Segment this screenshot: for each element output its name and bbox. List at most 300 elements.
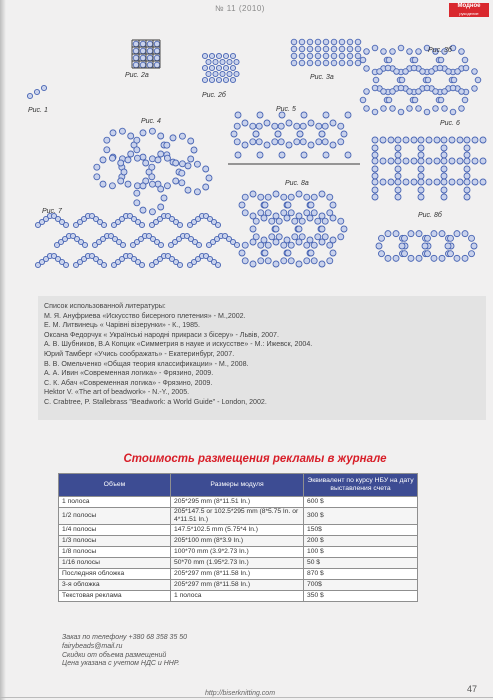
bead bbox=[316, 139, 322, 145]
bead bbox=[296, 191, 302, 197]
bead bbox=[431, 255, 437, 261]
bead bbox=[434, 179, 440, 185]
issue-number: № 11 (2010) bbox=[215, 4, 265, 13]
fig6-label: Рис. 6 bbox=[440, 120, 460, 127]
bead bbox=[257, 112, 263, 118]
bead bbox=[411, 158, 417, 164]
bead bbox=[472, 86, 478, 92]
bead bbox=[454, 231, 460, 237]
bead bbox=[308, 250, 314, 256]
bead bbox=[223, 65, 228, 70]
contact-email[interactable]: fairybeads@mail.ru bbox=[62, 642, 123, 650]
bead bbox=[472, 69, 478, 75]
bead bbox=[327, 194, 333, 200]
bead bbox=[315, 218, 321, 224]
bead bbox=[464, 166, 470, 172]
bead bbox=[472, 158, 478, 164]
table-row bbox=[59, 497, 418, 508]
cell-size: 205*297 mm (8*11.58 In.) bbox=[171, 580, 304, 591]
bead bbox=[140, 41, 146, 47]
bead bbox=[291, 60, 297, 66]
bead bbox=[296, 261, 302, 267]
bead bbox=[301, 112, 307, 118]
bead bbox=[426, 158, 432, 164]
bead bbox=[128, 151, 134, 157]
bead bbox=[304, 194, 310, 200]
bead bbox=[158, 242, 163, 247]
bead bbox=[253, 131, 259, 137]
bead bbox=[250, 239, 256, 245]
bead bbox=[442, 89, 448, 95]
bead bbox=[459, 89, 465, 95]
bead bbox=[234, 71, 239, 76]
bead bbox=[134, 183, 140, 189]
bead bbox=[429, 69, 435, 75]
bibliography-item: Hektor V. «The art of beadwork» - N.-Y., 2005. bbox=[44, 388, 190, 397]
bead bbox=[220, 59, 225, 64]
bead bbox=[437, 65, 443, 71]
bead bbox=[264, 120, 270, 126]
bead bbox=[231, 131, 237, 137]
bead bbox=[338, 139, 344, 145]
cell-size: 147.5*102.5 mm (5.75*4 In.) bbox=[171, 525, 304, 536]
bead bbox=[119, 128, 125, 134]
bead bbox=[459, 49, 465, 55]
bead bbox=[401, 251, 407, 257]
cell-volume: 1/3 полосы bbox=[59, 536, 171, 547]
bead bbox=[250, 261, 256, 267]
bead bbox=[147, 41, 153, 47]
bead bbox=[449, 137, 455, 143]
bead bbox=[149, 209, 155, 215]
bead bbox=[292, 218, 298, 224]
fig3a-label: Рис. 3а bbox=[310, 74, 334, 81]
bead bbox=[285, 202, 291, 208]
bead bbox=[408, 255, 414, 261]
bead bbox=[471, 243, 477, 249]
footer-url[interactable]: http://biserknitting.com bbox=[205, 690, 276, 697]
bead bbox=[304, 242, 310, 248]
bead bbox=[395, 166, 401, 172]
bead bbox=[279, 152, 285, 158]
cell-size: 205*100 mm (8*3.9 In.) bbox=[171, 536, 304, 547]
bead bbox=[315, 234, 321, 240]
bead bbox=[315, 39, 321, 45]
bead bbox=[101, 262, 106, 267]
bead bbox=[216, 53, 221, 58]
bead bbox=[457, 158, 463, 164]
bead bbox=[158, 204, 164, 210]
bead bbox=[140, 55, 146, 61]
bead bbox=[227, 59, 232, 64]
bead bbox=[239, 202, 245, 208]
bead bbox=[216, 77, 221, 82]
bead bbox=[125, 181, 131, 187]
bead bbox=[256, 123, 262, 129]
bead bbox=[418, 166, 424, 172]
bead bbox=[34, 89, 39, 94]
pricing-title: Стоимость размещения рекламы в журнале bbox=[123, 453, 387, 465]
bead bbox=[179, 133, 185, 139]
bead bbox=[449, 179, 455, 185]
bead bbox=[441, 145, 447, 151]
bead bbox=[451, 77, 457, 83]
bead bbox=[441, 152, 447, 158]
bead bbox=[364, 106, 370, 112]
bead bbox=[416, 106, 422, 112]
bead bbox=[209, 53, 214, 58]
bead bbox=[288, 258, 294, 264]
bead bbox=[416, 231, 422, 237]
bead bbox=[239, 250, 245, 256]
bead bbox=[307, 39, 313, 45]
bead bbox=[327, 258, 333, 264]
bead bbox=[345, 152, 351, 158]
bead bbox=[288, 242, 294, 248]
bead bbox=[360, 57, 366, 63]
bead bbox=[206, 175, 212, 181]
bead bbox=[464, 145, 470, 151]
bead bbox=[242, 242, 248, 248]
bead bbox=[411, 137, 417, 143]
bead bbox=[393, 255, 399, 261]
bead bbox=[339, 60, 345, 66]
bead bbox=[418, 145, 424, 151]
bead bbox=[390, 106, 396, 112]
bead bbox=[158, 133, 164, 139]
cell-price: 700$ bbox=[304, 580, 418, 591]
bead bbox=[408, 231, 414, 237]
bead bbox=[227, 71, 232, 76]
bead bbox=[339, 53, 345, 59]
bead bbox=[441, 173, 447, 179]
bead bbox=[319, 191, 325, 197]
bead bbox=[134, 200, 140, 206]
bead bbox=[395, 187, 401, 193]
bead bbox=[480, 137, 486, 143]
table-row bbox=[59, 508, 418, 525]
bead bbox=[390, 89, 396, 95]
bead bbox=[242, 194, 248, 200]
cell-price: 350 $ bbox=[304, 591, 418, 602]
bead bbox=[234, 139, 240, 145]
contact-discount: Скидки от объема размещений bbox=[62, 651, 167, 659]
table-row bbox=[59, 558, 418, 569]
bead bbox=[149, 128, 155, 134]
bead bbox=[256, 139, 262, 145]
bead bbox=[250, 226, 256, 232]
bead bbox=[462, 255, 468, 261]
bead bbox=[331, 60, 337, 66]
bead bbox=[441, 158, 447, 164]
bead bbox=[327, 242, 333, 248]
bead bbox=[355, 46, 361, 52]
bead bbox=[307, 46, 313, 52]
bead bbox=[273, 226, 279, 232]
bead bbox=[459, 106, 465, 112]
bead bbox=[134, 155, 140, 161]
bead bbox=[331, 39, 337, 45]
bead bbox=[139, 262, 144, 267]
bead bbox=[273, 239, 279, 245]
bead bbox=[188, 138, 194, 144]
table-row bbox=[59, 569, 418, 580]
col-header-price: Эквивалент по курсу НБУ на дату выставления счета bbox=[304, 474, 418, 497]
bead bbox=[265, 258, 271, 264]
bead bbox=[185, 163, 191, 169]
bead bbox=[462, 231, 468, 237]
contact-vat-note: Цена указана с учетом НДС и ННР. bbox=[62, 660, 180, 668]
bead bbox=[446, 69, 452, 75]
bead bbox=[463, 65, 469, 71]
bead bbox=[100, 181, 106, 187]
bead bbox=[196, 242, 201, 247]
bead bbox=[121, 169, 127, 175]
bibliography-item: А. В. Шубников, В.А Копцик «Симметрия в науке и искусстве» - М.: Ижевск, 2004. bbox=[44, 340, 313, 349]
bead bbox=[330, 120, 336, 126]
bead bbox=[412, 57, 418, 63]
bead bbox=[420, 69, 426, 75]
fig8b-label: Рис. 8б bbox=[418, 212, 442, 219]
bead bbox=[462, 97, 468, 103]
bead bbox=[454, 255, 460, 261]
bead bbox=[434, 158, 440, 164]
bead bbox=[202, 77, 207, 82]
bead bbox=[338, 218, 344, 224]
cell-volume: 1/4 полосы bbox=[59, 525, 171, 536]
bead bbox=[355, 39, 361, 45]
bead bbox=[441, 187, 447, 193]
bead bbox=[272, 123, 278, 129]
cell-volume: 3-я обложка bbox=[59, 580, 171, 591]
bead bbox=[288, 194, 294, 200]
bead bbox=[185, 187, 191, 193]
bead bbox=[134, 147, 140, 153]
bead bbox=[403, 158, 409, 164]
bead bbox=[322, 139, 328, 145]
bead bbox=[158, 151, 164, 157]
bead bbox=[418, 152, 424, 158]
bead bbox=[140, 48, 146, 54]
bead bbox=[434, 137, 440, 143]
bead bbox=[311, 242, 317, 248]
bead bbox=[179, 180, 185, 186]
table-row bbox=[59, 591, 418, 602]
cell-price: 50 $ bbox=[304, 558, 418, 569]
bead bbox=[438, 57, 444, 63]
bead bbox=[411, 179, 417, 185]
bead bbox=[242, 142, 248, 148]
bead bbox=[395, 152, 401, 158]
bibliography-item: Юрий Тамберг «Учись соображать» - Екатеринбург, 2007. bbox=[44, 349, 235, 358]
bead bbox=[299, 53, 305, 59]
bead bbox=[104, 147, 110, 153]
bead bbox=[294, 139, 300, 145]
bead bbox=[360, 97, 366, 103]
cell-price: 300 $ bbox=[304, 508, 418, 525]
bead bbox=[418, 173, 424, 179]
bead bbox=[331, 46, 337, 52]
bibliography-item: Е. М. Литвинець « Чарівні візерунки» - К., 1985. bbox=[44, 321, 200, 330]
bead bbox=[100, 157, 106, 163]
bead bbox=[258, 258, 264, 264]
bead bbox=[164, 155, 170, 161]
bead bbox=[250, 139, 256, 145]
bead bbox=[412, 97, 418, 103]
table-header-row bbox=[59, 474, 418, 497]
fig8a-label: Рис. 8а bbox=[285, 180, 309, 187]
bead bbox=[158, 186, 164, 192]
bead bbox=[381, 49, 387, 55]
bead bbox=[206, 59, 211, 64]
bead bbox=[94, 174, 100, 180]
bead bbox=[418, 137, 424, 143]
bead bbox=[101, 222, 106, 227]
bead bbox=[475, 77, 481, 83]
bead bbox=[63, 222, 68, 227]
bead bbox=[161, 195, 167, 201]
bead bbox=[308, 202, 314, 208]
bead bbox=[230, 53, 235, 58]
bead bbox=[220, 71, 225, 76]
bead bbox=[330, 250, 336, 256]
bead bbox=[372, 173, 378, 179]
footer-divider bbox=[0, 697, 493, 698]
bead bbox=[426, 179, 432, 185]
bead bbox=[386, 57, 392, 63]
bead bbox=[173, 178, 179, 184]
bead bbox=[395, 179, 401, 185]
bead bbox=[235, 152, 241, 158]
bead bbox=[323, 46, 329, 52]
bead bbox=[188, 156, 194, 162]
bead bbox=[464, 187, 470, 193]
bead bbox=[276, 218, 282, 224]
bead bbox=[147, 48, 153, 54]
bead bbox=[315, 53, 321, 59]
bead bbox=[164, 142, 170, 148]
bead bbox=[140, 207, 146, 213]
bead bbox=[469, 251, 475, 257]
bead bbox=[82, 242, 87, 247]
bead bbox=[110, 130, 116, 136]
bead bbox=[140, 62, 146, 68]
bead bbox=[147, 62, 153, 68]
bead bbox=[395, 145, 401, 151]
bead bbox=[347, 39, 353, 45]
bead bbox=[264, 142, 270, 148]
bead bbox=[134, 137, 140, 143]
bead bbox=[372, 145, 378, 151]
bead bbox=[441, 194, 447, 200]
beadwork-diagrams bbox=[0, 0, 493, 300]
bead bbox=[450, 85, 456, 91]
bead bbox=[355, 53, 361, 59]
bead bbox=[288, 210, 294, 216]
bead bbox=[63, 262, 68, 267]
bead bbox=[464, 173, 470, 179]
bibliography-item: М. Я. Ануфриева «Искусство бисерного плетения» - М.,2002. bbox=[44, 311, 246, 320]
bead bbox=[373, 77, 379, 83]
bead bbox=[319, 239, 325, 245]
cell-volume: 1 полоса bbox=[59, 497, 171, 508]
bead bbox=[441, 137, 447, 143]
fig4-label: Рис. 4 bbox=[141, 118, 161, 125]
bead bbox=[330, 215, 336, 221]
bead bbox=[403, 137, 409, 143]
bead bbox=[372, 166, 378, 172]
bead bbox=[281, 242, 287, 248]
bead bbox=[234, 123, 240, 129]
bead bbox=[215, 222, 220, 227]
bead bbox=[431, 231, 437, 237]
bead bbox=[206, 71, 211, 76]
bead bbox=[311, 194, 317, 200]
bead bbox=[381, 89, 387, 95]
bead bbox=[133, 62, 139, 68]
bead bbox=[447, 251, 453, 257]
bead bbox=[278, 123, 284, 129]
bead bbox=[457, 137, 463, 143]
bead bbox=[341, 226, 347, 232]
bead bbox=[154, 41, 160, 47]
bead bbox=[380, 158, 386, 164]
bead bbox=[319, 261, 325, 267]
bead bbox=[149, 156, 155, 162]
bead bbox=[345, 112, 351, 118]
cell-volume: 1/2 полосы bbox=[59, 508, 171, 525]
bead bbox=[385, 65, 391, 71]
bead bbox=[395, 158, 401, 164]
bead bbox=[177, 262, 182, 267]
bead bbox=[209, 65, 214, 70]
page-number: 47 bbox=[467, 684, 478, 694]
fig5-label: Рис. 5 bbox=[276, 106, 296, 113]
bead bbox=[464, 137, 470, 143]
bead bbox=[372, 152, 378, 158]
cell-price: 600 $ bbox=[304, 497, 418, 508]
bead bbox=[322, 123, 328, 129]
bead bbox=[296, 239, 302, 245]
bead bbox=[323, 53, 329, 59]
bead bbox=[380, 179, 386, 185]
bead bbox=[139, 222, 144, 227]
bead bbox=[395, 194, 401, 200]
cell-volume: Последняя обложка bbox=[59, 569, 171, 580]
bead bbox=[407, 49, 413, 55]
fig7-label: Рис. 7 bbox=[42, 208, 62, 215]
bead bbox=[447, 235, 453, 241]
logo-line2: рукоделие bbox=[459, 11, 479, 16]
bead bbox=[308, 142, 314, 148]
bead bbox=[331, 53, 337, 59]
table-row bbox=[59, 536, 418, 547]
bead bbox=[154, 48, 160, 54]
bead bbox=[372, 187, 378, 193]
fig2b-label: Рис. 2б bbox=[202, 92, 226, 99]
bead bbox=[242, 120, 248, 126]
cell-price: 870 $ bbox=[304, 569, 418, 580]
bead bbox=[372, 137, 378, 143]
bead bbox=[235, 112, 241, 118]
bead bbox=[213, 71, 218, 76]
bead bbox=[300, 123, 306, 129]
bead bbox=[480, 179, 486, 185]
bead bbox=[380, 137, 386, 143]
bead bbox=[230, 77, 235, 82]
bead bbox=[234, 242, 239, 247]
bead bbox=[339, 39, 345, 45]
